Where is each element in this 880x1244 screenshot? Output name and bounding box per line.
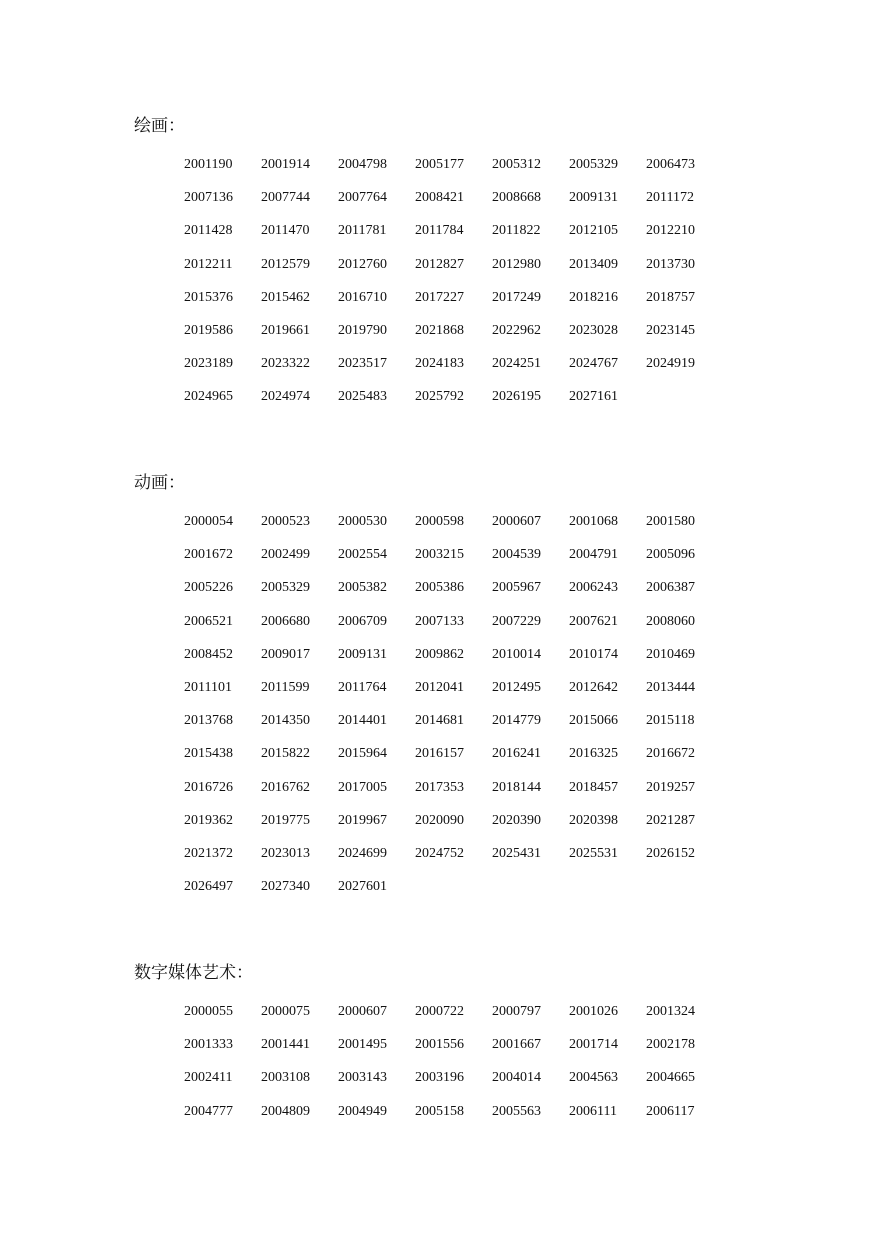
student-id: 2010469	[646, 646, 695, 662]
student-id: 2015462	[261, 289, 310, 305]
student-id: 2004809	[261, 1103, 310, 1119]
student-id: 2026497	[184, 879, 233, 895]
student-id: 2012642	[569, 679, 618, 695]
student-id: 2011764	[338, 679, 387, 695]
student-id: 2007136	[184, 190, 233, 206]
student-id: 2016762	[261, 779, 310, 795]
student-id: 2000598	[415, 514, 464, 529]
student-id: 2021868	[415, 322, 464, 338]
student-id: 2024919	[646, 356, 695, 372]
student-id: 2013444	[646, 679, 695, 695]
student-id: 2008421	[415, 190, 464, 206]
section-title: 绘画：	[134, 116, 185, 135]
student-id: 2018757	[646, 289, 695, 305]
student-id: 2027161	[569, 389, 618, 405]
student-id: 2011470	[261, 223, 310, 239]
student-id: 2005563	[492, 1103, 541, 1119]
student-id: 2024752	[415, 845, 464, 861]
student-id: 2023322	[261, 356, 310, 372]
student-id: 2019257	[646, 779, 695, 795]
student-id: 2012210	[646, 223, 695, 239]
student-id: 2025431	[492, 845, 541, 861]
student-id: 2005382	[338, 580, 387, 596]
student-id: 2001495	[338, 1037, 387, 1053]
student-id: 2019661	[261, 322, 310, 338]
student-id: 2013409	[569, 256, 618, 272]
student-id: 2002554	[338, 547, 387, 563]
student-id: 2004949	[338, 1103, 387, 1119]
student-id: 2023028	[569, 322, 618, 338]
student-id: 2006243	[569, 580, 618, 596]
student-id: 2012579	[261, 256, 310, 272]
student-id: 2015822	[261, 746, 310, 762]
student-id: 2002499	[261, 547, 310, 563]
student-id: 2017353	[415, 779, 464, 795]
student-id: 2006709	[338, 613, 387, 629]
student-id: 2012827	[415, 256, 464, 272]
student-id: 2020398	[569, 812, 618, 828]
student-id: 2001714	[569, 1037, 618, 1053]
id-grid	[184, 513, 723, 911]
student-id: 2011428	[184, 223, 233, 239]
student-id: 2003196	[415, 1070, 464, 1086]
student-id: 2012041	[415, 679, 464, 695]
student-id: 2020390	[492, 812, 541, 828]
student-id: 2005329	[261, 580, 310, 596]
student-id: 2004777	[184, 1103, 233, 1119]
student-id: 2024183	[415, 356, 464, 372]
student-id: 2023189	[184, 356, 233, 372]
student-id: 2023145	[646, 322, 695, 338]
student-id: 2016710	[338, 289, 387, 305]
id-grid	[184, 1003, 723, 1136]
student-id: 2002411	[184, 1070, 233, 1086]
student-id: 2014779	[492, 713, 541, 729]
student-id: 2003143	[338, 1070, 387, 1086]
student-id: 2027340	[261, 879, 310, 895]
student-id: 2025792	[415, 389, 464, 405]
student-id: 2001333	[184, 1037, 233, 1053]
student-id: 2016157	[415, 746, 464, 762]
student-id: 2001441	[261, 1037, 310, 1053]
student-id: 2014350	[261, 713, 310, 729]
student-id: 2007621	[569, 613, 618, 629]
student-id: 2000530	[338, 514, 387, 529]
student-id: 2011101	[184, 679, 232, 695]
student-id: 2004791	[569, 547, 618, 563]
student-id: 2007133	[415, 613, 464, 629]
student-id: 2009017	[261, 646, 310, 662]
student-id: 2005177	[415, 157, 464, 172]
student-id: 2004665	[646, 1070, 695, 1086]
student-id: 2000054	[184, 514, 233, 529]
student-id: 2005226	[184, 580, 233, 596]
id-grid	[184, 156, 723, 422]
section-title: 数字媒体艺术：	[134, 963, 253, 982]
student-id: 2006111	[569, 1103, 617, 1119]
student-id: 2001068	[569, 514, 618, 529]
student-id: 2011781	[338, 223, 387, 239]
student-id: 2006387	[646, 580, 695, 596]
student-id: 2018457	[569, 779, 618, 795]
student-id: 2013730	[646, 256, 695, 272]
student-id: 2006521	[184, 613, 233, 629]
student-id: 2006680	[261, 613, 310, 629]
student-id: 2011599	[261, 679, 310, 695]
student-id: 2019967	[338, 812, 387, 828]
student-id: 2000797	[492, 1004, 541, 1019]
student-id: 2001556	[415, 1037, 464, 1053]
student-id: 2017249	[492, 289, 541, 305]
student-id: 2008060	[646, 613, 695, 629]
student-id: 2000523	[261, 514, 310, 529]
student-id: 2023013	[261, 845, 310, 861]
student-id: 2000607	[338, 1004, 387, 1019]
student-id: 2019586	[184, 322, 233, 338]
student-id: 2014681	[415, 713, 464, 729]
student-id: 2024965	[184, 389, 233, 405]
student-id: 2004563	[569, 1070, 618, 1086]
student-id: 2016241	[492, 746, 541, 762]
student-id: 2015964	[338, 746, 387, 762]
student-id: 2026152	[646, 845, 695, 861]
student-id: 2001190	[184, 157, 233, 172]
student-id: 2019790	[338, 322, 387, 338]
student-id: 2008452	[184, 646, 233, 662]
student-id: 2005386	[415, 580, 464, 596]
student-id: 2026195	[492, 389, 541, 405]
student-id: 2027601	[338, 879, 387, 895]
student-id: 2007744	[261, 190, 310, 206]
student-id: 2015376	[184, 289, 233, 305]
student-id: 2024699	[338, 845, 387, 861]
student-id: 2011784	[415, 223, 464, 239]
section-title: 动画：	[134, 473, 185, 492]
student-id: 2012760	[338, 256, 387, 272]
student-id: 2003215	[415, 547, 464, 563]
student-id: 2005329	[569, 157, 618, 172]
student-id: 2025531	[569, 845, 618, 861]
student-id: 2007764	[338, 190, 387, 206]
student-id: 2018144	[492, 779, 541, 795]
student-id: 2012105	[569, 223, 618, 239]
student-id: 2004014	[492, 1070, 541, 1086]
student-id: 2018216	[569, 289, 618, 305]
student-id: 2001914	[261, 157, 310, 172]
student-id: 2006117	[646, 1103, 695, 1119]
student-id: 2000607	[492, 514, 541, 529]
student-id: 2006473	[646, 157, 695, 172]
student-id: 2000075	[261, 1004, 310, 1019]
student-id: 2004798	[338, 157, 387, 172]
student-id: 2001672	[184, 547, 233, 563]
student-id: 2023517	[338, 356, 387, 372]
student-id: 2019362	[184, 812, 233, 828]
student-id: 2009131	[338, 646, 387, 662]
student-id: 2014401	[338, 713, 387, 729]
student-id: 2017227	[415, 289, 464, 305]
student-id: 2015066	[569, 713, 618, 729]
student-id: 2017005	[338, 779, 387, 795]
student-id: 2024767	[569, 356, 618, 372]
student-id: 2012495	[492, 679, 541, 695]
student-id: 2015118	[646, 713, 695, 729]
student-id: 2000055	[184, 1004, 233, 1019]
student-id: 2005158	[415, 1103, 464, 1119]
student-id: 2003108	[261, 1070, 310, 1086]
student-id: 2025483	[338, 389, 387, 405]
student-id: 2013768	[184, 713, 233, 729]
student-id: 2010014	[492, 646, 541, 662]
student-id: 2002178	[646, 1037, 695, 1053]
student-id: 2019775	[261, 812, 310, 828]
student-id: 2005096	[646, 547, 695, 563]
student-id: 2010174	[569, 646, 618, 662]
student-id: 2009862	[415, 646, 464, 662]
student-id: 2024251	[492, 356, 541, 372]
student-id: 2016726	[184, 779, 233, 795]
student-id: 2012211	[184, 256, 233, 272]
student-id: 2001324	[646, 1004, 695, 1019]
student-id: 2005967	[492, 580, 541, 596]
student-id: 2016325	[569, 746, 618, 762]
student-id: 2001580	[646, 514, 695, 529]
student-id: 2005312	[492, 157, 541, 172]
student-id: 2000722	[415, 1004, 464, 1019]
student-id: 2016672	[646, 746, 695, 762]
student-id: 2009131	[569, 190, 618, 206]
student-id: 2015438	[184, 746, 233, 762]
student-id: 2012980	[492, 256, 541, 272]
student-id: 2007229	[492, 613, 541, 629]
student-id: 2022962	[492, 322, 541, 338]
student-id: 2020090	[415, 812, 464, 828]
student-id: 2008668	[492, 190, 541, 206]
student-id: 2001667	[492, 1037, 541, 1053]
student-id: 2001026	[569, 1004, 618, 1019]
student-id: 2021372	[184, 845, 233, 861]
student-id: 2024974	[261, 389, 310, 405]
student-id: 2021287	[646, 812, 695, 828]
student-id: 2011822	[492, 223, 541, 239]
student-id: 2011172	[646, 190, 694, 206]
student-id: 2004539	[492, 547, 541, 563]
